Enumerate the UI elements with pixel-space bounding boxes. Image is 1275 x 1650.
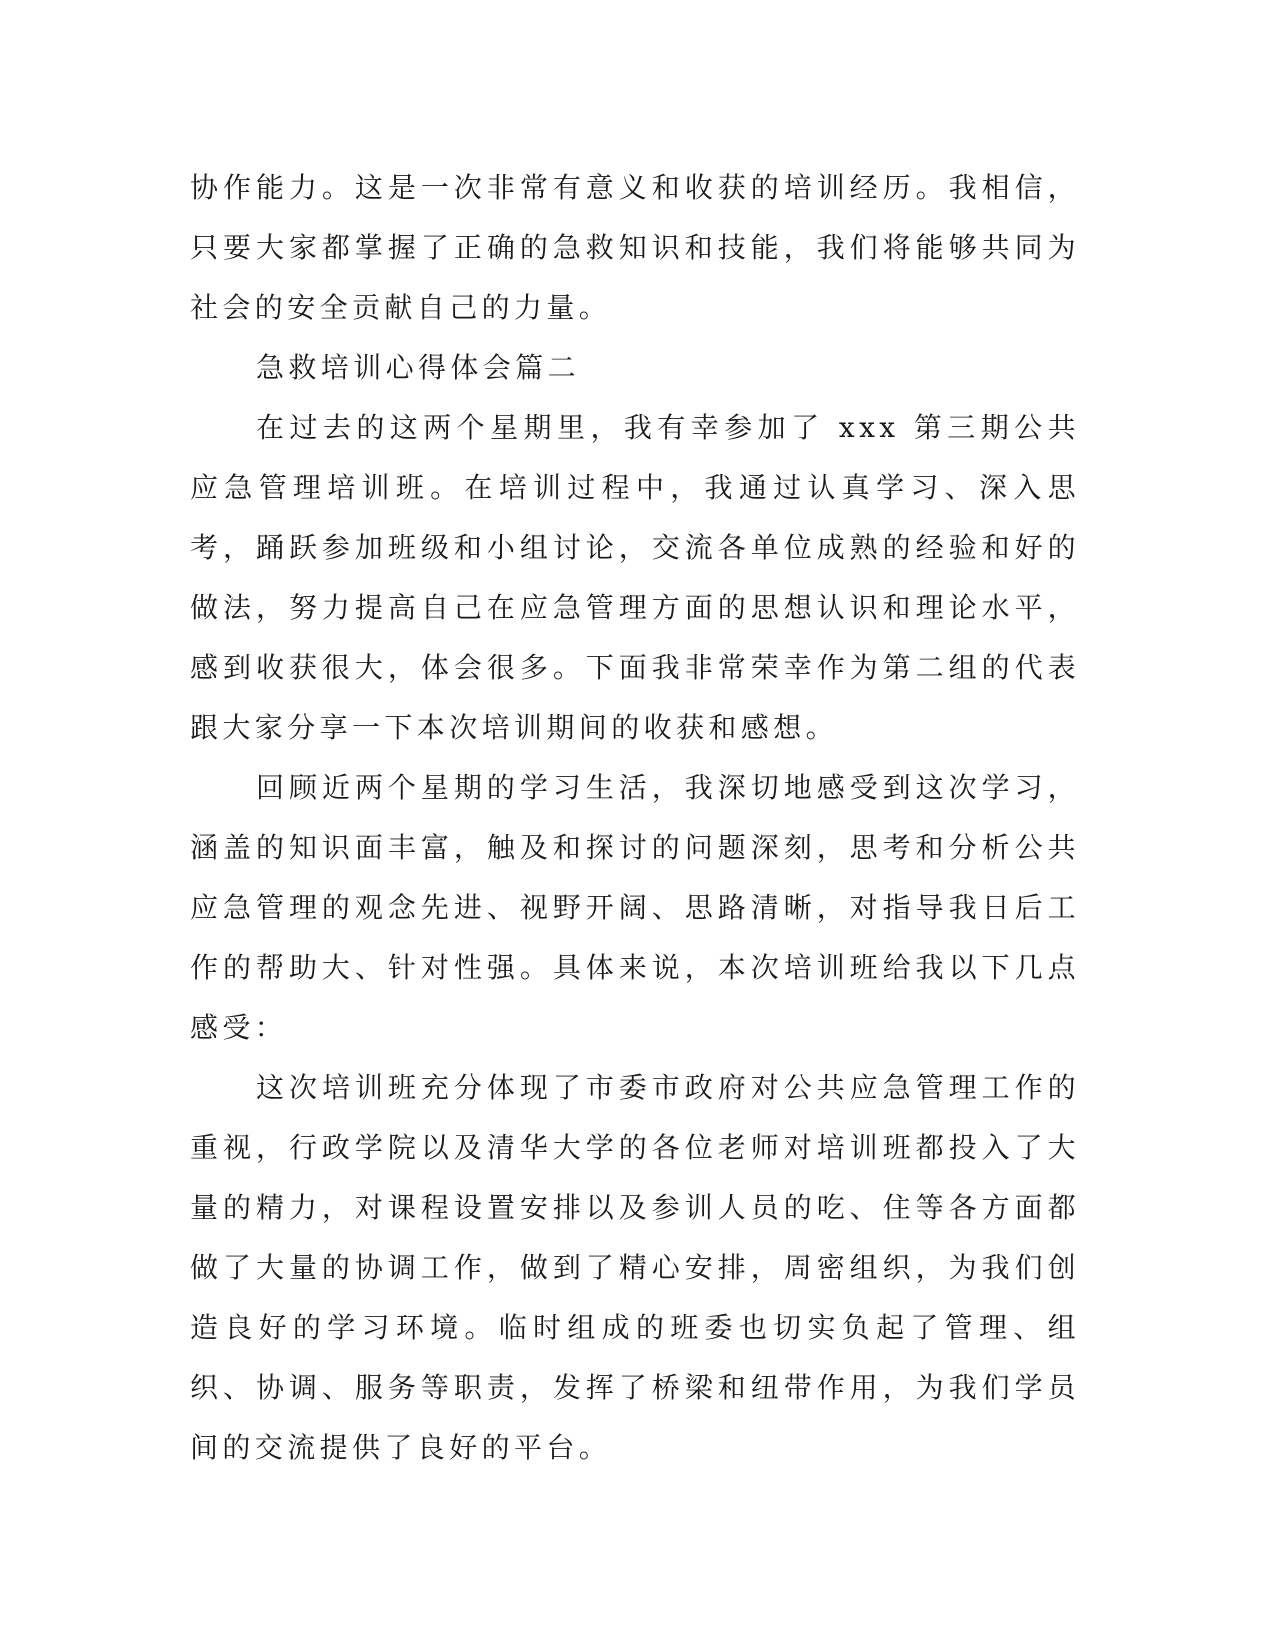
section-heading: 急救培训心得体会篇二 <box>256 351 581 384</box>
paragraph: 这次培训班充分体现了市委市政府对公共应急管理工作的重视，行政学院以及清华大学的各位老师对培训班都投入了大量的精力，对课程设置安排以及参训人员的吃、住等各方面都做了大量的协调工作，做到了精心安排，周密组织，为我们创造良好的学习环境。临时组成的班委也切实负起了管理、组织、协调、服务等职责，发挥了桥梁和纽带作用，为我们学员间的交流提供了良好的平台。 <box>190 1071 1080 1464</box>
paragraph: 回顾近两个星期的学习生活，我深切地感受到这次学习，涵盖的知识面丰富，触及和探讨的问题深刻，思考和分析公共应急管理的观念先进、视野开阔、思路清晰，对指导我日后工作的帮助大、针对性强。具体来说，本次培训班给我以下几点感受： <box>190 771 1080 1044</box>
paragraph: 在过去的这两个星期里，我有幸参加了 xxx 第三期公共应急管理培训班。在培训过程中，我通过认真学习、深入思考，踊跃参加班级和小组讨论，交流各单位成熟的经验和好的做法，努力提高自己在应急管理方面的思想认识和理论水平，感到收获很大，体会很多。下面我非常荣幸作为第二组的代表跟大家分享一下本次培训期间的收获和感想。 <box>190 411 1080 744</box>
document-body <box>190 158 1080 1478</box>
paragraph-continuation: 协作能力。这是一次非常有意义和收获的培训经历。我相信，只要大家都掌握了正确的急救知识和技能，我们将能够共同为社会的安全贡献自己的力量。 <box>190 171 1080 324</box>
